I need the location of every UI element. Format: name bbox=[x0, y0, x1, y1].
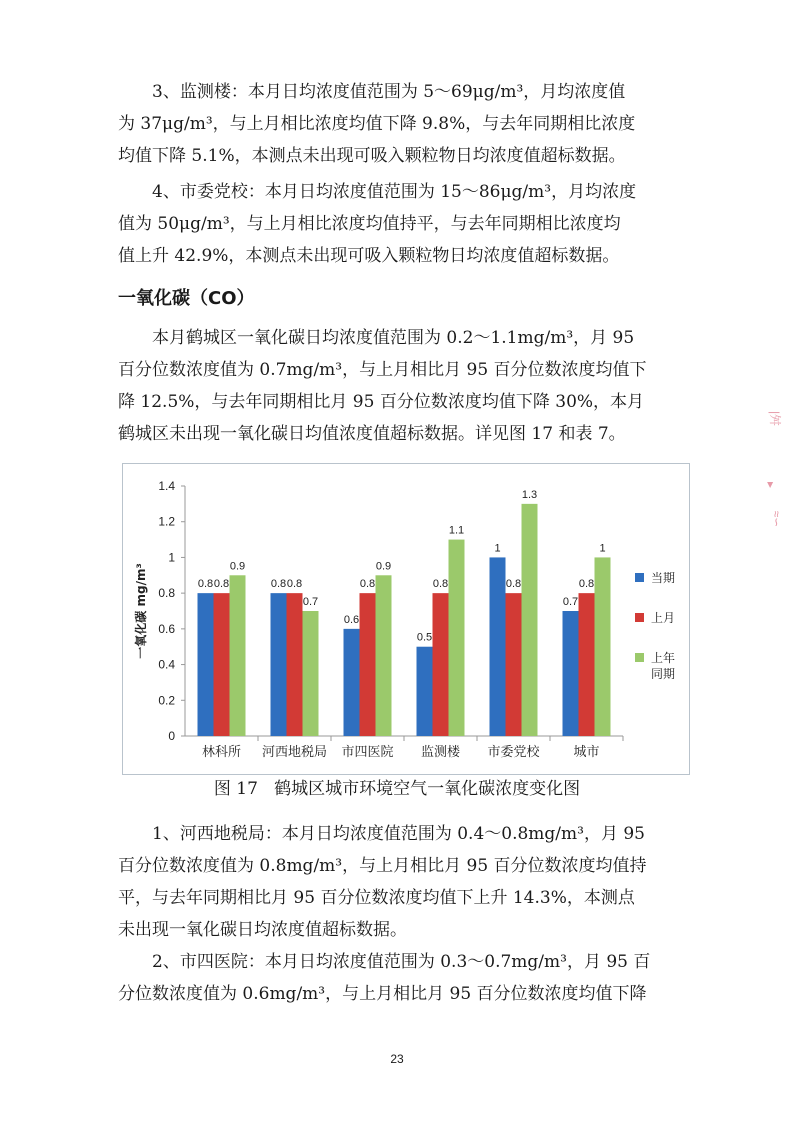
figure-label: 图 17 bbox=[213, 779, 258, 799]
text-line: 百分位数浓度值为 0.7mg/m³，与上月相比月 95 百分位数浓度均值下 bbox=[118, 360, 647, 380]
bar-当期 bbox=[271, 593, 287, 736]
text-line: 值为 50μg/m³，与上月相比浓度均值持平，与去年同期相比浓度均 bbox=[118, 214, 621, 234]
legend-swatch bbox=[635, 613, 644, 622]
data-label: 0.8 bbox=[432, 578, 449, 591]
data-label: 0.5 bbox=[416, 631, 433, 644]
data-label: 0.8 bbox=[270, 578, 287, 591]
data-label: 1 bbox=[599, 542, 606, 555]
bar-上年同期 bbox=[376, 575, 392, 736]
bar-上月 bbox=[506, 593, 522, 736]
bar-上月 bbox=[287, 593, 303, 736]
text-line: 为 37μg/m³，与上月相比浓度均值下降 9.8%，与去年同期相比浓度 bbox=[118, 114, 636, 134]
bar-上年同期 bbox=[449, 540, 465, 736]
bar-当期 bbox=[417, 647, 433, 736]
y-tick-label: 0.8 bbox=[158, 586, 175, 601]
x-tick-label: 河西地税局 bbox=[261, 745, 328, 760]
data-label: 1.3 bbox=[521, 488, 538, 501]
text-line: 分位数浓度值为 0.6mg/m³，与上月相比月 95 百分位数浓度均值下降 bbox=[118, 984, 647, 1004]
x-tick-label: 市四医院 bbox=[341, 745, 394, 760]
data-label: 1.1 bbox=[448, 524, 465, 537]
y-tick-label: 0.2 bbox=[158, 693, 175, 708]
data-label: 0.8 bbox=[359, 578, 376, 591]
data-label: 0.9 bbox=[229, 560, 246, 573]
x-tick-label: 城市 bbox=[573, 745, 600, 760]
paragraph-monitoring-building bbox=[118, 76, 678, 172]
bar-当期 bbox=[563, 611, 579, 736]
data-label: 0.7 bbox=[302, 596, 319, 608]
data-label: 0.6 bbox=[343, 613, 360, 626]
y-tick-label: 1.2 bbox=[158, 514, 175, 529]
x-tick-label: 市委党校 bbox=[487, 745, 540, 760]
chart-canvas bbox=[123, 464, 689, 774]
paragraph-party-school bbox=[118, 176, 678, 272]
legend-label: 上年 bbox=[651, 651, 676, 665]
text-line: 值上升 42.9%，本测点未出现可吸入颗粒物日均浓度值超标数据。 bbox=[118, 246, 620, 266]
bar-当期 bbox=[198, 593, 214, 736]
y-tick-label: 0.4 bbox=[158, 657, 175, 672]
bar-上年同期 bbox=[303, 611, 319, 736]
paragraph-co-intro bbox=[118, 322, 678, 450]
section-heading-co: 一氧化碳（CO） bbox=[118, 288, 255, 309]
paragraph-fourth-hospital bbox=[118, 946, 678, 1010]
y-tick-label: 1.4 bbox=[158, 479, 175, 493]
paragraph-hexi-tax-bureau bbox=[118, 818, 678, 946]
bar-上年同期 bbox=[595, 557, 611, 736]
legend-label-continued: 同期 bbox=[651, 667, 676, 681]
x-tick-label: 监测楼 bbox=[420, 745, 461, 760]
text-line: 平，与去年同期相比月 95 百分位数浓度均值下上升 14.3%，本测点 bbox=[118, 888, 635, 908]
data-label: 1 bbox=[494, 542, 501, 555]
text-line: 百分位数浓度值为 0.8mg/m³，与上月相比月 95 百分位数浓度均值持 bbox=[118, 856, 647, 876]
data-label: 0.7 bbox=[562, 596, 579, 608]
y-tick-label: 0 bbox=[168, 729, 175, 743]
text-line: 降 12.5%，与去年同期相比月 95 百分位数浓度均值下降 30%，本月 bbox=[118, 392, 645, 412]
x-tick-label: 林科所 bbox=[201, 745, 242, 760]
text-line: 4、市委党校：本月日均浓度值范围为 15～86μg/m³，月均浓度 bbox=[152, 182, 637, 202]
bar-上年同期 bbox=[522, 504, 538, 736]
text-line: 未出现一氧化碳日均浓度值超标数据。 bbox=[118, 920, 407, 940]
bar-当期 bbox=[344, 629, 360, 736]
legend-label: 当期 bbox=[651, 571, 676, 585]
y-tick-label: 1 bbox=[168, 550, 175, 565]
bar-上月 bbox=[433, 593, 449, 736]
legend-swatch bbox=[635, 653, 644, 662]
data-label: 0.8 bbox=[213, 578, 230, 591]
figure-title: 鹤城区城市环境空气一氧化碳浓度变化图 bbox=[274, 779, 581, 799]
bar-上月 bbox=[360, 593, 376, 736]
data-label: 0.9 bbox=[375, 560, 392, 573]
legend-swatch bbox=[635, 573, 644, 582]
page-number: 23 bbox=[390, 1052, 404, 1066]
text-line: 鹤城区未出现一氧化碳日均值浓度值超标数据。详见图 17 和表 7。 bbox=[118, 424, 626, 444]
data-label: 0.8 bbox=[286, 578, 303, 591]
data-label: 0.8 bbox=[505, 578, 522, 591]
bar-上月 bbox=[579, 593, 595, 736]
legend-label: 上月 bbox=[651, 611, 676, 625]
bar-当期 bbox=[490, 557, 506, 736]
margin-mark: ▸ bbox=[764, 481, 779, 489]
bar-上年同期 bbox=[230, 575, 246, 736]
co-bar-chart bbox=[122, 463, 690, 775]
y-axis-label: 一氧化碳 mg/m³ bbox=[134, 563, 148, 659]
bar-上月 bbox=[214, 593, 230, 736]
text-line: 1、河西地税局：本月日均浓度值范围为 0.4～0.8mg/m³，月 95 bbox=[152, 824, 645, 844]
text-line: 本月鹤城区一氧化碳日均浓度值范围为 0.2～1.1mg/m³，月 95 bbox=[152, 328, 635, 348]
data-label: 0.8 bbox=[197, 578, 214, 591]
text-line: 3、监测楼：本月日均浓度值范围为 5～69μg/m³，月均浓度值 bbox=[152, 82, 626, 102]
y-tick-label: 0.6 bbox=[158, 621, 175, 636]
margin-mark: |舛 bbox=[768, 410, 783, 427]
margin-mark: ≈∽ bbox=[769, 510, 784, 528]
text-line: 2、市四医院：本月日均浓度值范围为 0.3～0.7mg/m³，月 95 百 bbox=[152, 952, 651, 972]
figure-caption bbox=[0, 775, 794, 803]
data-label: 0.8 bbox=[578, 578, 595, 591]
text-line: 均值下降 5.1%，本测点未出现可吸入颗粒物日均浓度值超标数据。 bbox=[118, 146, 626, 166]
